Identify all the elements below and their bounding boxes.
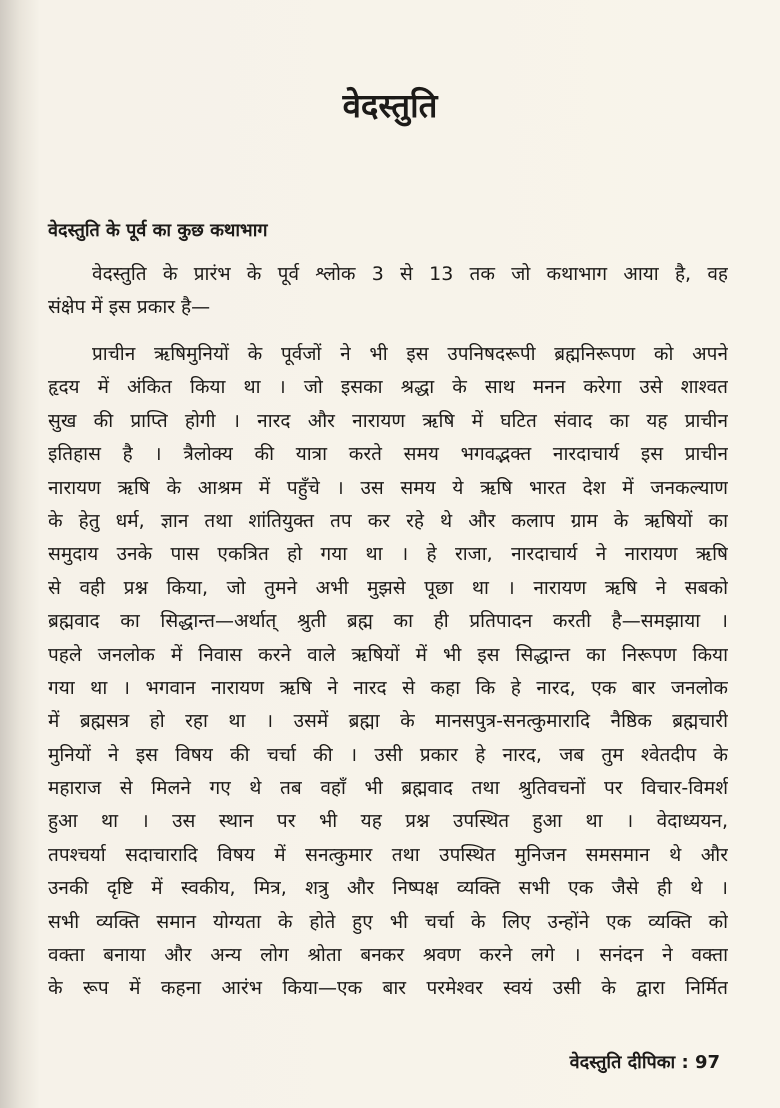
text-line: मुनियों ने इस विषय की चर्चा की । उसी प्रकार हे नारद, जब तुम श्वेतदीप के	[48, 743, 728, 766]
text-line: में ब्रह्मसत्र हो रहा था । उसमें ब्रह्मा के मानसपुत्र-सनत्कुमारादि नैष्ठिक ब्रह्मचारी	[48, 710, 728, 733]
text-line: वक्ता बनाया और अन्य लोग श्रोता बनकर श्रवण करने लगे । सनंदन ने वक्ता	[48, 944, 728, 967]
paragraph-intro	[48, 258, 728, 325]
section-heading: वेदस्तुति के पूर्व का कुछ कथाभाग	[48, 220, 268, 241]
text-line: उनकी दृष्टि में स्वकीय, मित्र, शत्रु और निष्पक्ष व्यक्ति सभी एक जैसे ही थे ।	[48, 877, 728, 900]
text-line: संक्षेप में इस प्रकार है—	[48, 296, 211, 319]
text-line: सभी व्यक्ति समान योग्यता के होते हुए भी चर्चा के लिए उन्होंने एक व्यक्ति को	[48, 910, 728, 933]
text-line: ब्रह्मवाद का सिद्धान्त—अर्थात् श्रुती ब्रह्म का ही प्रतिपादन करती है—समझाया ।	[48, 610, 728, 633]
text-line: वेदस्तुति के प्रारंभ के पूर्व श्लोक 3 से 13 तक जो कथाभाग आया है, वह	[92, 263, 728, 285]
text-line: इतिहास है । त्रैलोक्य की यात्रा करते समय भगवद्भक्त नारदाचार्य इस प्राचीन	[48, 443, 728, 466]
paragraph-story	[48, 338, 728, 1006]
text-line: समुदाय उनके पास एकत्रित हो गया था । हे राजा, नारदाचार्य ने नारायण ऋषि	[48, 543, 728, 566]
text-line: तपश्चर्या सदाचारादि विषय में सनत्कुमार तथा उपस्थित मुनिजन समसमान थे और	[48, 843, 728, 866]
page-title: वेदस्तुति	[342, 86, 438, 125]
text-line: के रूप में कहना आरंभ किया—एक बार परमेश्वर स्वयं उसी के द्वारा निर्मित	[48, 977, 728, 1000]
text-line: से वही प्रश्न किया, जो तुमने अभी मुझसे पूछा था । नारायण ऋषि ने सबको	[48, 576, 728, 599]
text-line: महाराज से मिलने गए थे तब वहाँ भी ब्रह्मवाद तथा श्रुतिवचनों पर विचार-विमर्श	[48, 777, 728, 800]
text-line: पहले जनलोक में निवास करने वाले ऋषियों में भी इस सिद्धान्त का निरूपण किया	[48, 643, 728, 666]
text-line: हुआ था । उस स्थान पर भी यह प्रश्न उपस्थित हुआ था । वेदाध्ययन,	[48, 810, 728, 833]
text-line: गया था । भगवान नारायण ऋषि ने नारद से कहा कि हे नारद, एक बार जनलोक	[48, 676, 728, 699]
text-line: नारायण ऋषि के आश्रम में पहुँचे । उस समय ये ऋषि भारत देश में जनकल्याण	[48, 476, 728, 499]
text-line: प्राचीन ऋषिमुनियों के पूर्वजों ने भी इस उपनिषदरूपी ब्रह्मनिरूपण को अपने	[92, 343, 728, 365]
text-line: सुख की प्राप्ति होगी । नारद और नारायण ऋषि में घटित संवाद का यह प्राचीन	[48, 409, 728, 432]
page-footer: वेदस्तुति दीपिका : 97	[569, 1052, 720, 1073]
text-line: के हेतु धर्म, ज्ञान तथा शांतियुक्त तप कर रहे थे और कलाप ग्राम के ऋषियों का	[48, 509, 728, 532]
text-line: हृदय में अंकित किया था । जो इसका श्रद्धा के साथ मनन करेगा उसे शाश्वत	[48, 376, 728, 399]
